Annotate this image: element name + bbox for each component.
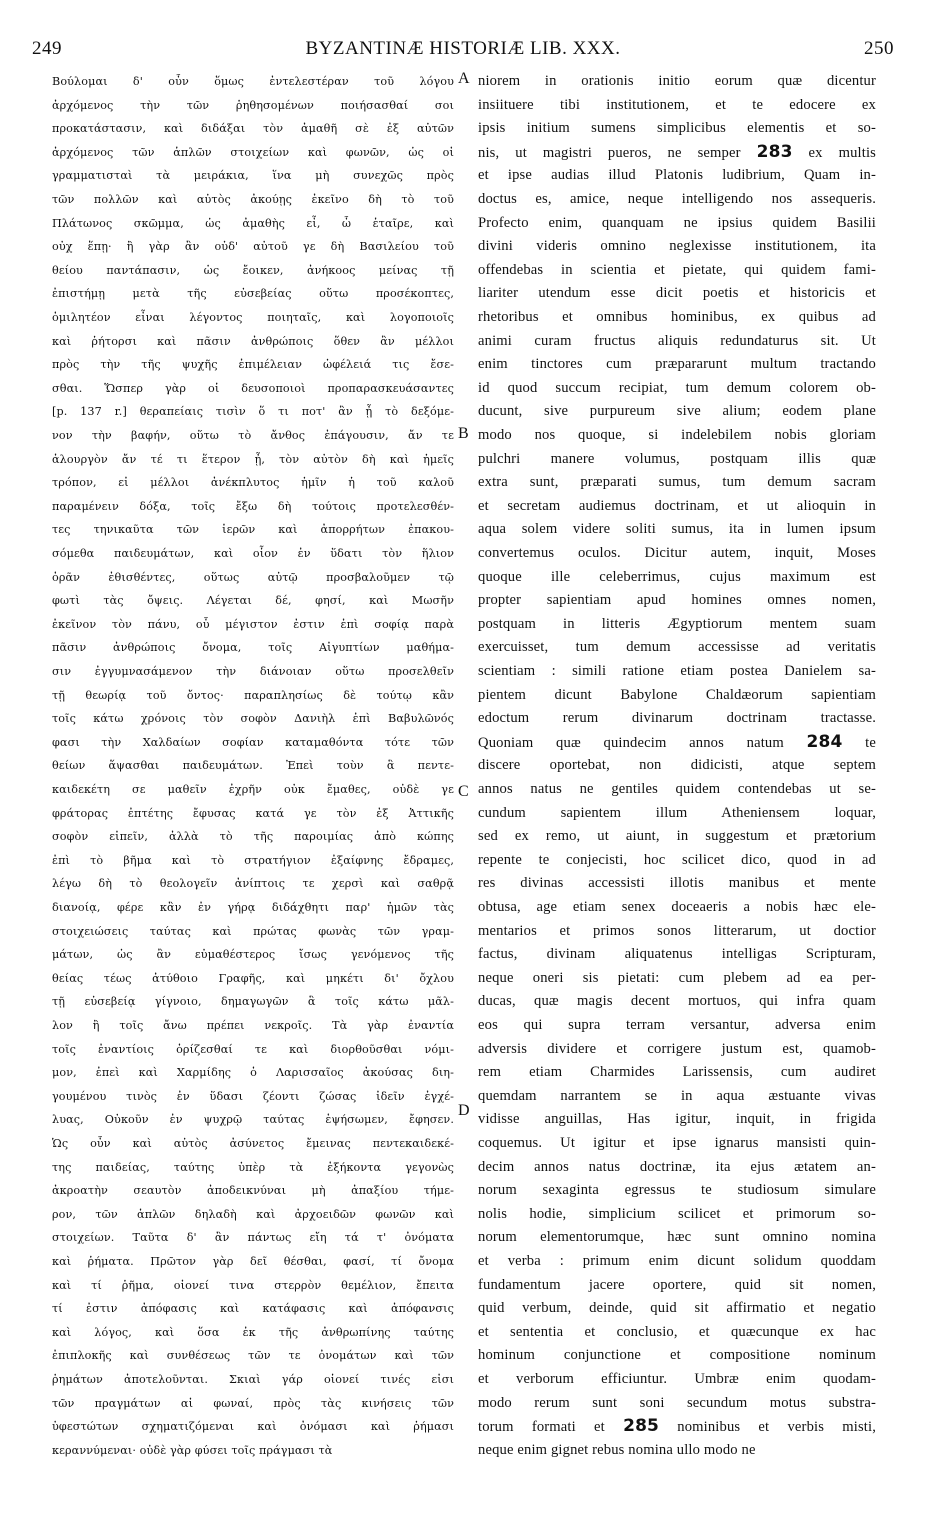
greek-text-line: ἁλουργὸν ἄν τέ τι ἕτερον ᾖ, τὸν αὐτὸν δὴ καὶ ἡμεῖς <box>52 452 454 466</box>
greek-text-line: στοιχειώσεις ταύτας καὶ πρώτας φωνὰς τῶν γραμ- <box>52 924 454 938</box>
greek-text-line: μον, ἐπεὶ καὶ Χαρμίδης ὁ Λαρισσαῖος ἀκούσας διη- <box>52 1066 454 1080</box>
latin-text-line: et secretam audiemus doctrinam, et ut alioquin in <box>478 497 876 514</box>
greek-text-line: τῇ θεωρίᾳ τοῦ ὄντος· παραπλησίως δὲ τούτῳ κἂν <box>52 688 454 702</box>
greek-text-line: τοῖς κάτω χρόνοις τὸν σοφὸν Δανιὴλ ἐπὶ Βαβυλῶνός <box>52 712 454 726</box>
greek-text-line: καὶ λόγος, καὶ ὅσα ἐκ τῆς ἀνθρωπίνης ταύτης <box>52 1325 454 1339</box>
latin-text-line: nolis hodie, simplicium scilicet et primorum so- <box>478 1205 876 1222</box>
greek-text-line: τες τηνικαῦτα τῶν ἱερῶν καὶ ἀπορρήτων ἐπακου- <box>52 523 454 537</box>
latin-text-line: id quod succum recipiat, tum demum colorem ob- <box>478 379 876 396</box>
latin-text-line: aqua solem videre soliti sumus, ita in lumen ipsum <box>478 521 876 538</box>
greek-text-line: γραμματισταὶ τὰ μειράκια, ἵνα μὴ συνεχῶς πρὸς <box>52 169 454 183</box>
latin-text-line: repente te conjecisti, hoc scilicet dico, quod in ad <box>478 851 876 868</box>
greek-text-line: λυας, Οὐκοῦν ἐν ψυχρῷ ταύτας ἑψήσωμεν, ἔφησεν. <box>52 1113 454 1127</box>
latin-text-line: eos qui supra terram versantur, adversa enim <box>478 1017 876 1033</box>
latin-text-line: Profecto enim, quanquam ne ipsius quidem Basilii <box>478 214 876 231</box>
greek-text-line: Ὡς οὖν καὶ αὐτὸς ἀσύνετος ἔμεινας πεντεκαιδεκέ- <box>52 1137 454 1150</box>
latin-text-line: edoctum rerum divinarum doctrinam tractasse. <box>478 710 876 727</box>
latin-text-line: norum elementorumque, hæc sunt omnino nomina <box>478 1229 876 1246</box>
latin-text-line: scientiam : simili ratione etiam postea Danielem sa- <box>478 663 876 679</box>
greek-text-line: προκατάστασιν, καὶ διδάξαι τὸν ἀμαθῆ σὲ ἐξ αὐτῶν <box>52 122 454 136</box>
page-number-left: 249 <box>32 38 62 59</box>
greek-text-line: γουμένου τινὸς ἐν ὕδασι ζέοντι ζώσας ἰδεῖν ἐγχέ- <box>52 1089 454 1103</box>
latin-text-line: offendebas in scientia et pietate, qui quidem fami- <box>478 261 876 278</box>
greek-text-line: ἀρχόμενος τῶν ἁπλῶν στοιχείων καὶ φωνῶν, ὡς οἱ <box>52 145 454 159</box>
latin-text-line: ducunt, sive purpureum sive alium; eodem plane <box>478 403 876 420</box>
latin-text-line: mentarios et primos sonos litterarum, ut doctior <box>478 922 876 939</box>
greek-text-line: μάτων, ὡς ἂν εὐμαθέστερος ἴσως γενόμενος τῆς <box>52 948 454 962</box>
latin-text-line: niorem in orationis initio eorum quæ dicentur <box>478 73 876 89</box>
greek-text-line: ὁμιλητέον εἶναι λέγοντος ποιηταῖς, καὶ λογοποιοῖς <box>52 311 454 324</box>
latin-text-line: et sententia et conclusio, et quæcunque ex hac <box>478 1323 876 1340</box>
latin-text-line: et verborum efficiuntur. Umbræ enim quodam- <box>478 1371 876 1387</box>
latin-text-line: adversis dividere et corrigere justum est, quamob- <box>478 1040 876 1057</box>
greek-text-line: λέγω δὴ τὸ θεολογεῖν ἀνίπτοις τε χερσὶ καὶ σαθρᾷ <box>52 877 454 891</box>
greek-text-line: σοφὸν εἰπεῖν, ἀλλὰ τὸ τῆς παροιμίας ἀπὸ κώπης <box>52 830 454 844</box>
latin-text-line: modo rerum sunt soni secundum motus substra- <box>478 1394 876 1411</box>
latin-text-line: res divinas accessisti illotis manibus et mente <box>478 875 876 892</box>
greek-text-line: [p. 137 r.] θεραπείαις τισὶν ὅ τι ποτ' ἂν ᾖ τὸ δεξόμε- <box>52 405 454 419</box>
latin-text-line: coquemus. Ut igitur et ipse ignarus mansisti quin- <box>478 1135 876 1151</box>
latin-text-line: neque enim gignet rebus nomina ullo modo ne <box>478 1441 756 1458</box>
latin-text-line: norum sexaginta egressus te studiosum simulare <box>478 1182 876 1199</box>
latin-text-line: quid verbum, deinde, quid sit affirmatio et negatio <box>478 1300 876 1317</box>
greek-text-line: καὶ ῥήτορσι καὶ πᾶσιν ἀνθρώποις ὅθεν ἂν μέλλοι <box>52 334 454 348</box>
margin-letter-c: C <box>458 783 469 800</box>
latin-text-line: ducas, quæ magis decent mortuos, qui infra quam <box>478 993 876 1010</box>
latin-text-line: extra sunt, præparati sumus, tum demum sacram <box>478 474 876 491</box>
greek-text-line: της παιδείας, ταύτης ὑπὲρ τὰ ἑξήκοντα γεγονὼς <box>52 1160 454 1174</box>
running-title: BYZANTINÆ HISTORIÆ LIB. XXX. <box>305 38 621 59</box>
greek-text-line: καὶ ῥήματα. Πρῶτον γὰρ δεῖ θέσθαι, φασί, τί ὄνομα <box>52 1255 454 1268</box>
greek-text-line: πᾶσιν ἀνθρώποις ὄνομα, τοῖς Αἰγυπτίων μαθήμα- <box>52 641 454 655</box>
greek-text-line: τρόπον, εἰ μέλλοι ἀνέκπλυτος ἡμῖν ἡ τοῦ καλοῦ <box>52 476 454 490</box>
greek-text-line: νον τὴν βαφήν, οὕτω τὸ ἄνθος ἐπάγουσιν, ἄν τε <box>52 429 454 442</box>
latin-text-line: factus, divinam aliquatenus intelligas Scripturam, <box>478 946 876 963</box>
greek-text-line: ἀρχόμενος τὴν τῶν ῥηθησομένων ποιήσασθαί σοι <box>52 98 454 112</box>
greek-text-line: στοιχείων. Ταῦτα δ' ἂν πάντως εἴη τά τ' ὀνόματα <box>52 1231 454 1245</box>
latin-text-line: neque oneri sis pietati: cum plebem ad ea per- <box>478 969 876 986</box>
latin-text-line: animi curam fructus aliquis redundaturus sit. Ut <box>478 332 876 349</box>
greek-text-line: σθαι. Ὥσπερ γὰρ οἱ δευσοποιοὶ προπαρασκευάσαντες <box>52 381 454 395</box>
latin-text-line: pulchri manere volumus, postquam illis quæ <box>478 450 876 467</box>
greek-text-line: θείων ἅψασθαι παιδευμάτων. Ἐπεὶ τοὺν ἃ πεντε- <box>52 759 454 773</box>
greek-text-line: τῇ εὐσεβείᾳ γίγνοιο, δημαγωγῶν ἃ τοῖς κάτω μᾶλ- <box>52 995 454 1009</box>
latin-text-line: annos natus ne gentiles quidem contendebas ut se- <box>478 781 876 797</box>
greek-text-line: οὐχ ἕπῃ· ἢ γὰρ ἂν οὐδ' αὐτοῦ γε δὴ Βασιλείου τοῦ <box>52 240 454 254</box>
greek-text-line: διανοίᾳ, φέρε κἂν ἐν γήρᾳ διδάχθητι παρ' ἡμῶν τὰς <box>52 901 454 914</box>
latin-text-line: enim tinctores cum præpararunt multum tractando <box>478 356 876 373</box>
latin-text-line: hominum conjunctione et compositione nominum <box>478 1347 876 1364</box>
greek-text-line: παραμένειν δόξα, τοῖς ἔξω δὴ τούτοις προτελεσθέν- <box>52 499 454 513</box>
latin-text-line: quemdam narrantem se in aqua æstuante vivas <box>478 1087 876 1104</box>
greek-text-line: Πλάτωνος σκῶμμα, ὡς ἀμαθὴς εἶ, ὦ ἑταῖρε, καὶ <box>52 216 454 230</box>
greek-text-line: θείου παντάπασιν, ὡς ἔοικεν, ἀνήκοος μείνας τῇ <box>52 263 454 277</box>
greek-text-line: ρον, τῶν ἁπλῶν δηλαδὴ καὶ ἀρχοειδῶν φωνῶν καὶ <box>52 1207 454 1221</box>
latin-text-line: liariter utendum esse dicit poetis et historicis et <box>478 285 876 302</box>
greek-text-line: φράτορας ἐπτέτης ἔφυσας κατά γε τὸν ἐξ Ἀττικῆς <box>52 806 454 820</box>
greek-text-line: σιν ἐγγυμνασάμενον τὴν διάνοιαν οὕτω προσελθεῖν <box>52 665 454 678</box>
margin-letter-a: A <box>458 70 470 87</box>
page-number-right: 250 <box>864 38 894 59</box>
latin-text-line: obtusa, age etiam senex doceaeris a nobis hæc ele- <box>478 899 876 915</box>
latin-text-line: nis, ut magistri pueros, ne semper 283 ex multis <box>478 141 876 162</box>
latin-text-line: pientem dicunt Babylone Chaldæorum sapientiam <box>478 686 876 703</box>
latin-text-line: fundamentum jacere oportere, quid sit nomen, <box>478 1276 876 1293</box>
greek-text-line: καιδεκέτη σε μαθεῖν ἐχρῆν οὐκ ἔμαθες, οὐδὲ γε <box>52 783 454 796</box>
greek-text-line: ἐπὶ τὸ βῆμα καὶ τὸ στρατήγιον ἐξαίφνης ἔδραμες, <box>52 853 454 867</box>
page-reference-number: 284 <box>806 731 843 752</box>
greek-text-line: πρὸς τὴν τῆς ψυχῆς ἐπιμέλειαν ὠφέλειά τις ἔσε- <box>52 358 454 372</box>
latin-text-line: rem etiam Charmides Larissensis, cum audiret <box>478 1064 876 1081</box>
latin-text-line: Quoniam quæ quindecim annos natum 284 te <box>478 731 876 752</box>
greek-text-line: τοῖς ἐναντίοις ὁρίζεσθαί τε καὶ διορθοῦσθαι νόμι- <box>52 1042 454 1056</box>
margin-letter-b: B <box>458 425 469 442</box>
greek-text-line: ἐπιστήμῃ μετὰ τῆς εὐσεβείας οὕτω προσέκοπτες, <box>52 287 454 301</box>
latin-text-line: modo nos quoque, si indelebilem nobis gloriam <box>478 427 876 443</box>
latin-text-line: rhetoribus et omnibus hominibus, ex quibus ad <box>478 309 876 325</box>
greek-text-line: λον ἢ τοῖς ἄνω πρέπει νεκροῖς. Τὰ γὰρ ἐναντία <box>52 1019 454 1032</box>
latin-text-line: et verba : primum enim dicunt solidum quoddam <box>478 1253 876 1269</box>
greek-text-line: ὑφεστώτων σχηματιζόμεναι καὶ ὀνόμασι καὶ ῥήμασι <box>52 1420 454 1434</box>
latin-text-line: discere oportebat, non didicisti, atque septem <box>478 757 876 774</box>
latin-text-line: ipsis initium sumens simplicibus elementis et so- <box>478 120 876 137</box>
greek-text-line: φωτὶ τὰς ὄψεις. Λέγεται δέ, φησί, καὶ Μωσῆν <box>52 594 454 608</box>
greek-text-line: τῶν πολλῶν καὶ αὐτὸς ἀκούῃς ἐκεῖνο δὴ τὸ τοῦ <box>52 193 454 206</box>
latin-text-line: doctus es, amice, neque intelligendo nos assequeris. <box>478 191 876 207</box>
latin-text-line: sed ex remo, ut aiunt, in suggestum et prætorium <box>478 828 876 845</box>
latin-text-line: torum formati et 285 nominibus et verbis misti, <box>478 1416 876 1437</box>
page-header <box>32 38 894 66</box>
greek-text-line: φασι τὴν Χαλδαίων σοφίαν καταμαθόντα τότε τῶν <box>52 735 454 749</box>
latin-text-line: convertemus oculos. Dicitur autem, inquit, Moses <box>478 545 876 561</box>
page-reference-number: 283 <box>756 141 793 162</box>
latin-text-line: quoque ille celeberrimus, cujus maximum est <box>478 568 876 585</box>
greek-text-line: ἐκεῖνον τὸν πάνυ, οὗ μέγιστον ἐστιν ἐπὶ σοφίᾳ παρὰ <box>52 617 454 631</box>
greek-text-line: καὶ τί ῥῆμα, οἱονεί τινα στερρὸν θεμέλιον, ἔπειτα <box>52 1278 454 1292</box>
greek-text-line: ῥημάτων ἀποτελοῦνται. Σκιαὶ γάρ οἱονεί τινές εἰσι <box>52 1373 454 1386</box>
latin-text-line: postquam in litteris Ægyptiorum mentem suam <box>478 615 876 632</box>
page-reference-number: 285 <box>623 1416 660 1437</box>
latin-text-line: decim annos natus doctrinæ, ita ejus ætatem an- <box>478 1158 876 1175</box>
margin-letter-d: D <box>458 1102 470 1119</box>
greek-text-line: ὁρᾶν ἐθισθέντες, οὕτως αὐτῷ προσβαλοῦμεν τῷ <box>52 570 454 584</box>
latin-text-line: propter sapientiam apud homines omnes nomen, <box>478 592 876 609</box>
greek-text-line: ἀκροατὴν σεαυτὸν ἀποδεικνύναι μὴ ἀπαξίου τήμε- <box>52 1184 454 1198</box>
greek-text-line: ἐπιπλοκῆς καὶ συνθέσεως τῶν τε ὀνομάτων καὶ τῶν <box>52 1349 454 1363</box>
greek-text-line: θείας τέως ἀτύθοιο Γραφῆς, καὶ μηκέτι δι' ὄχλου <box>52 971 454 985</box>
greek-text-line: κεραννύμεναι· οὐδὲ γὰρ φύσει τοῖς πράγμασι τὰ <box>52 1443 333 1457</box>
latin-text-line: cundum sapientem illum Atheniensem loquar, <box>478 804 876 821</box>
latin-text-line: insiituere tibi institutionem, et te edocere ex <box>478 96 876 113</box>
greek-text-line: τί ἐστιν ἀπόφασις καὶ κατάφασις καὶ ἀπόφανσις <box>52 1302 454 1316</box>
greek-text-line: Βούλομαι δ' οὖν ὅμως ἐντελεστέραν τοῦ λόγου <box>52 75 454 88</box>
greek-text-line: σόμεθα παιδευμάτων, καὶ οἷον ἐν ὕδατι τὸν ἥλιον <box>52 547 454 560</box>
latin-text-line: divini videris omnino neglexisse institutionem, ita <box>478 238 876 255</box>
latin-text-line: vidisse anguillas, Has igitur, inquit, in frigida <box>478 1111 876 1128</box>
latin-text-line: et ipse audias illud Platonis ludibrium, Quam in- <box>478 167 876 184</box>
latin-text-line: exercuisset, tum demum accessisse ad veritatis <box>478 639 876 656</box>
greek-text-line: τῶν πραγμάτων αἱ φωναί, πρὸς τὰς κινήσεις τῶν <box>52 1396 454 1410</box>
